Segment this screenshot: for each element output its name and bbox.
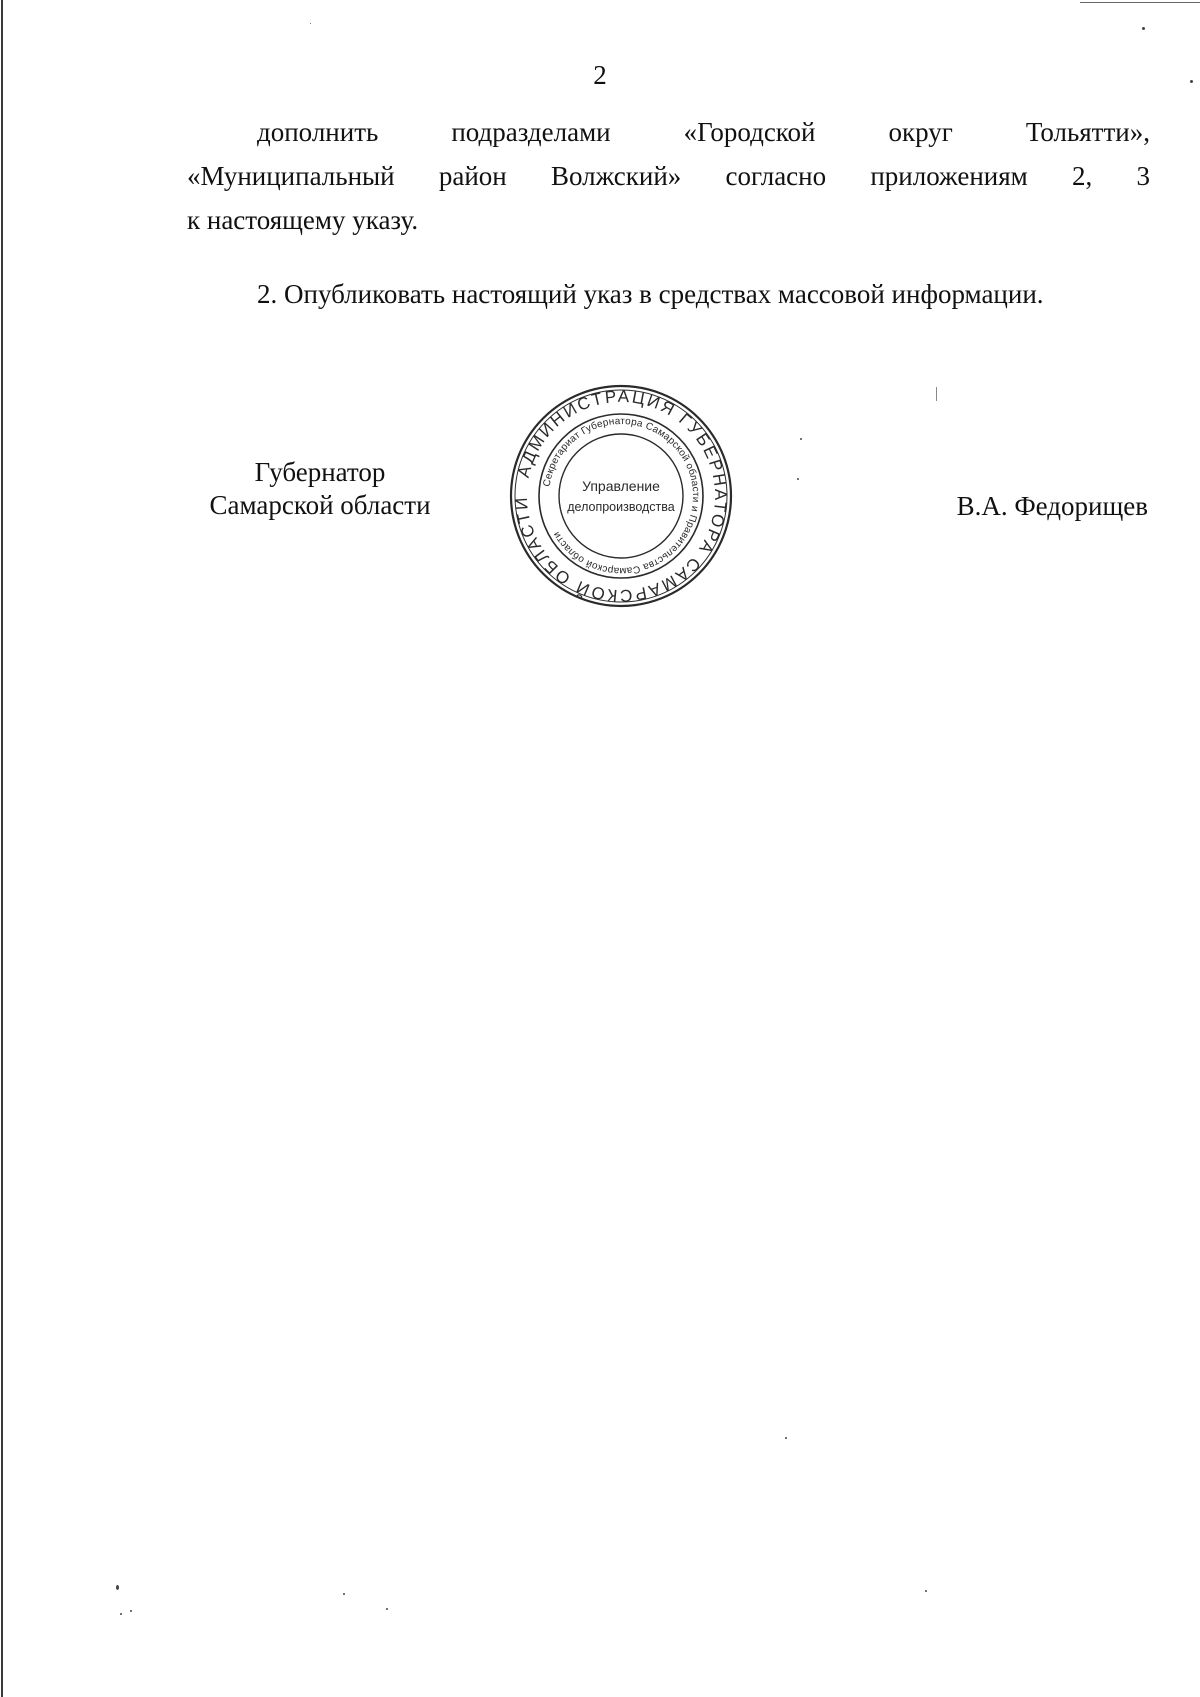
paragraph-1-line-2 (187, 154, 1150, 198)
word: округ (888, 117, 953, 147)
official-seal-stamp (508, 383, 734, 609)
signatory-title (190, 456, 450, 522)
paragraph-2: 2. Опубликовать настоящий указ в средствах массовой информации. (257, 279, 1044, 309)
page-number: 2 (593, 60, 607, 90)
scan-speck (343, 1593, 345, 1595)
seal-center-line-1: Управление (582, 478, 660, 494)
scan-speck (925, 1590, 927, 1592)
paragraph-1-line-3 (187, 198, 1150, 242)
seal-inner-ring (559, 434, 683, 558)
scan-speck (800, 438, 802, 440)
word: к настоящему указу. (187, 205, 419, 235)
word: приложениям (870, 161, 1028, 191)
signatory-name: В.А. Федорищев (956, 491, 1148, 521)
scan-speck (1142, 27, 1145, 30)
seal-center-line-2: делопроизводства (567, 500, 675, 514)
scan-speck (785, 1437, 787, 1439)
word: дополнить (257, 117, 379, 147)
scan-speck (1190, 80, 1193, 83)
word: Волжский» (551, 161, 682, 191)
scan-speck (386, 1608, 388, 1610)
scan-edge-line-top (1080, 2, 1200, 3)
paragraph-1-line-1 (187, 110, 1150, 154)
seal-inner-ring-text: Секретариат Губернатора Самарской области и Правительства Самарской области (541, 415, 702, 577)
seal-outer-text: АДМИНИСТРАЦИЯ ГУБЕРНАТОРА САМАРСКОЙ ОБЛАСТИ (511, 386, 731, 606)
signatory-title-line-1: Губернатор (254, 457, 386, 487)
word: 2, (1071, 161, 1093, 191)
scan-speck (116, 1585, 119, 1590)
scan-speck (797, 478, 799, 480)
word: согласно (725, 161, 827, 191)
paragraph-1 (187, 110, 1150, 242)
word: подразделами (451, 117, 611, 147)
scan-speck (310, 23, 311, 24)
scan-speck (130, 1610, 132, 1612)
word: «Городской (683, 117, 816, 147)
seal-middle-ring (539, 414, 703, 578)
scan-speck (120, 1613, 122, 1615)
word: Тольятти», (1025, 117, 1150, 147)
word: 3 (1136, 161, 1150, 191)
signatory-title-line-2: Самарской области (209, 490, 431, 520)
word: «Муниципальный (187, 161, 395, 191)
scan-speck (936, 387, 937, 401)
scan-edge-line (1, 0, 3, 1697)
word: район (438, 161, 507, 191)
